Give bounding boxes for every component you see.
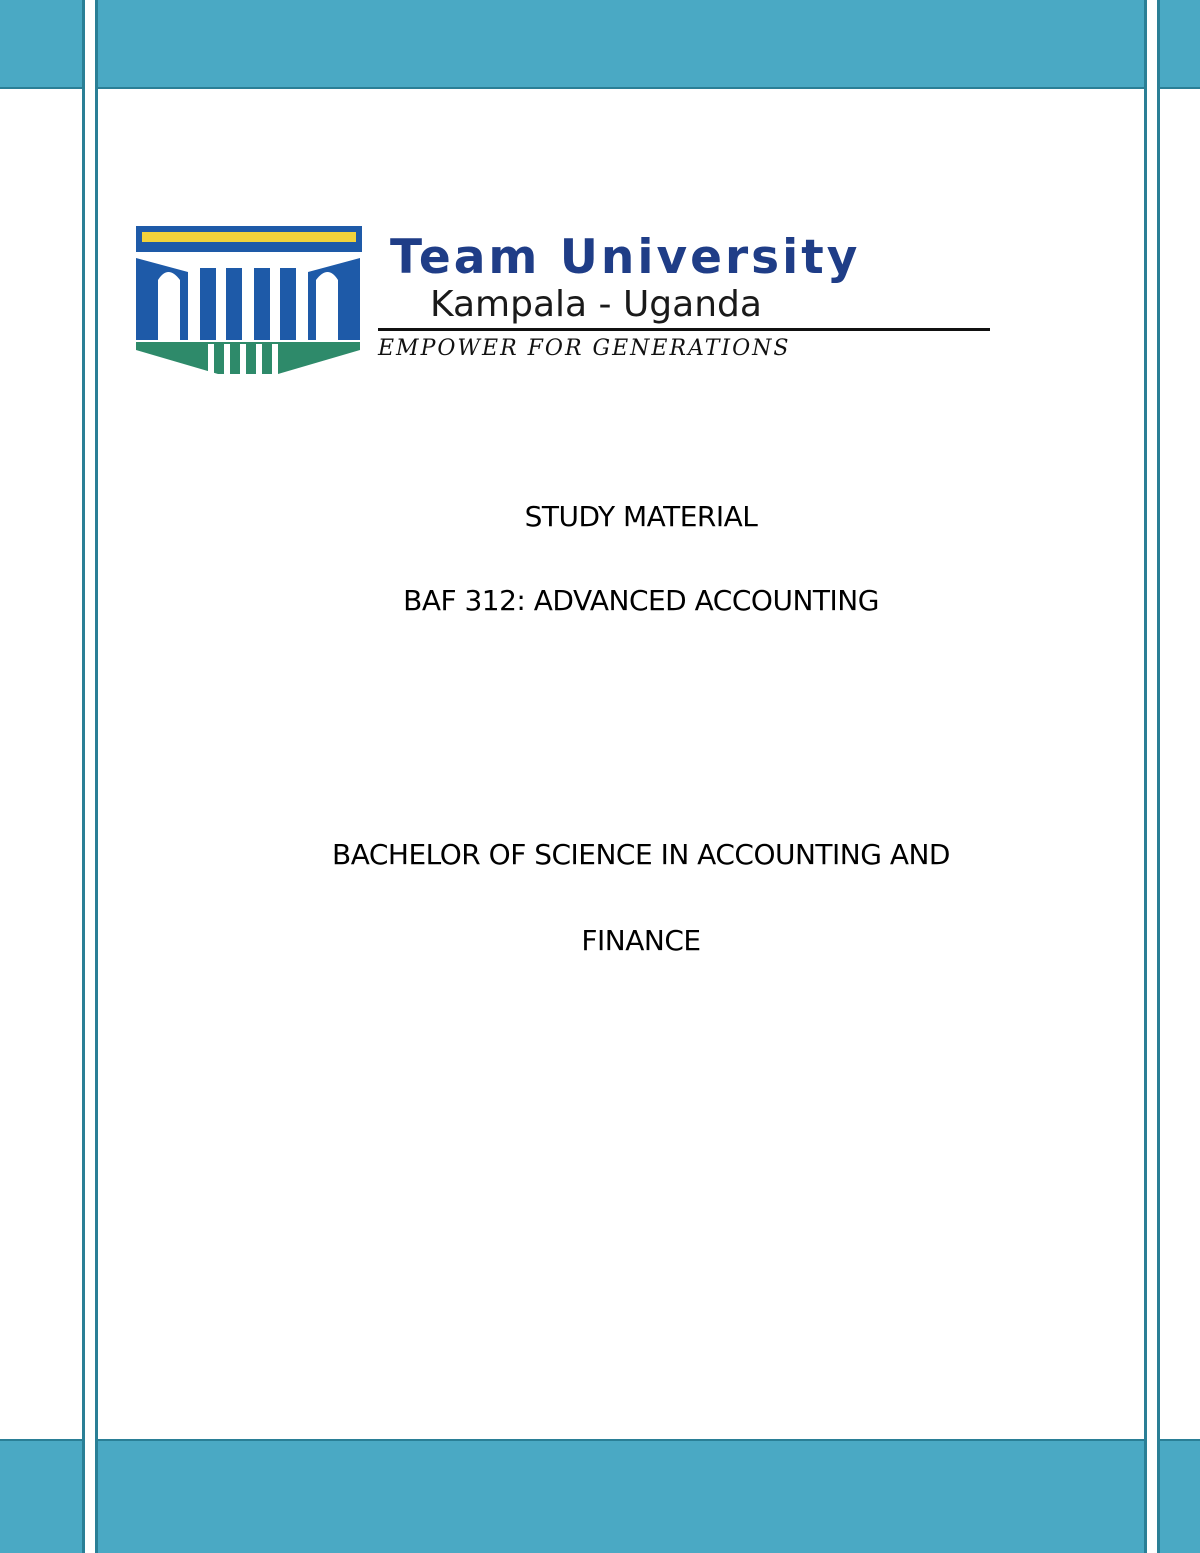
right-page-edge: [1157, 0, 1200, 1553]
material-heading: STUDY MATERIAL: [524, 500, 758, 533]
right-bottom-bar: [1160, 1439, 1200, 1553]
programme-title-line-2: FINANCE: [581, 924, 701, 957]
university-logo: [128, 222, 1048, 382]
top-banner: [98, 0, 1144, 89]
logo-divider: [378, 328, 990, 331]
programme-title-line-1: BACHELOR OF SCIENCE IN ACCOUNTING AND: [332, 838, 950, 871]
bottom-banner: [98, 1439, 1144, 1553]
left-top-bar: [0, 0, 82, 89]
university-emblem-icon: [128, 222, 368, 377]
left-page-edge: [0, 0, 85, 1553]
course-title: BAF 312: ADVANCED ACCOUNTING: [403, 584, 879, 617]
logo-location: Kampala - Uganda: [430, 284, 762, 325]
right-top-bar: [1160, 0, 1200, 89]
logo-motto: EMPOWER FOR GENERATIONS: [378, 336, 791, 361]
logo-university-name: Team University: [390, 230, 861, 285]
left-bottom-bar: [0, 1439, 82, 1553]
